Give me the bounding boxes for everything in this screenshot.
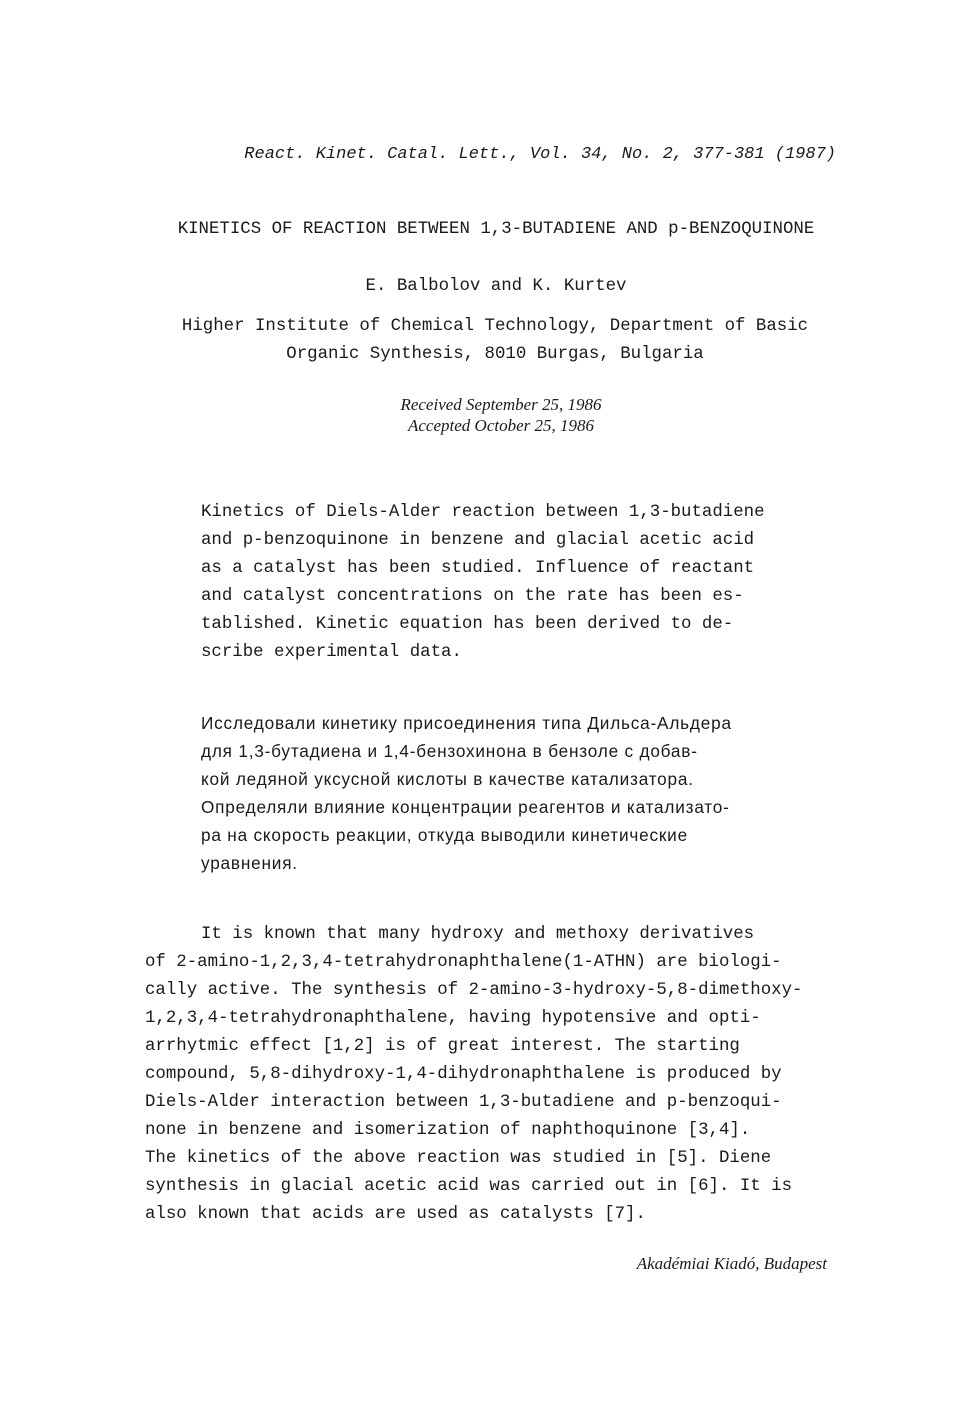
body-line: It is known that many hydroxy and methoxy derivatives xyxy=(201,925,755,944)
abstract-english xyxy=(201,499,801,668)
body-line: The kinetics of the above reaction was studied in [5]. Diene xyxy=(145,1149,772,1168)
body-line: Diels-Alder interaction between 1,3-butadiene and p-benzoqui- xyxy=(145,1093,782,1112)
authors: E. Balbolov and K. Kurtev xyxy=(365,277,627,296)
received-date: Received September 25, 1986 xyxy=(400,395,602,414)
affiliation xyxy=(0,313,976,369)
body-line: cally active. The synthesis of 2-amino-3-hydroxy-5,8-dimethoxy- xyxy=(145,981,803,1000)
body-line: arrhytmic effect [1,2] is of great interest. The starting xyxy=(145,1037,740,1056)
affiliation-line: Higher Institute of Chemical Technology, Department of Basic xyxy=(181,317,809,336)
abstract-line: Исследовали кинетику присоединения типа Дильса-Альдера xyxy=(201,713,732,733)
abstract-line: and p-benzoquinone in benzene and glacial acetic acid xyxy=(201,531,755,551)
abstract-line: and catalyst concentrations on the rate has been es- xyxy=(201,587,744,607)
abstract-line: Kinetics of Diels-Alder reaction between 1,3-butadiene xyxy=(201,503,765,522)
abstract-line: tablished. Kinetic equation has been derived to de- xyxy=(201,615,734,635)
submission-dates xyxy=(0,394,976,436)
accepted-date: Accepted October 25, 1986 xyxy=(408,416,594,435)
body-paragraph xyxy=(145,921,845,1229)
abstract-line: scribe experimental data. xyxy=(201,643,462,663)
body-line: compound, 5,8-dihydroxy-1,4-dihydronaphthalene is produced by xyxy=(145,1065,782,1084)
abstract-line: уравнения. xyxy=(201,853,298,874)
body-line: of 2-amino-1,2,3,4-tetrahydronaphthalene(1-ATHN) are biologi- xyxy=(145,953,782,972)
abstract-line: Определяли влияние концентрации реагентов и катализато- xyxy=(201,797,730,818)
body-line: 1,2,3,4-tetrahydronaphthalene, having hypotensive and opti- xyxy=(145,1009,761,1028)
publisher-footer: Akadémiai Kiadó, Budapest xyxy=(636,1254,827,1273)
paper-title: KINETICS OF REACTION BETWEEN 1,3-BUTADIENE AND p-BENZOQUINONE xyxy=(177,220,815,239)
abstract-line: as a catalyst has been studied. Influence of reactant xyxy=(201,559,755,579)
body-line: also known that acids are used as catalysts [7]. xyxy=(145,1205,646,1224)
abstract-line: ра на скорость реакции, откуда выводили кинетические xyxy=(201,825,688,846)
journal-reference: React. Kinet. Catal. Lett., Vol. 34, No. 2, 377-381 (1987) xyxy=(244,145,836,164)
abstract-russian xyxy=(201,709,801,878)
affiliation-line: Organic Synthesis, 8010 Burgas, Bulgaria xyxy=(286,345,704,364)
body-line: none in benzene and isomerization of naphthoquinone [3,4]. xyxy=(145,1121,751,1140)
abstract-line: кой ледяной уксусной кислоты в качестве катализатора. xyxy=(201,769,694,790)
abstract-line: для 1,3-бутадиена и 1,4-бензохинона в бензоле с добав- xyxy=(201,741,698,762)
body-line: synthesis in glacial acetic acid was carried out in [6]. It is xyxy=(145,1177,793,1196)
